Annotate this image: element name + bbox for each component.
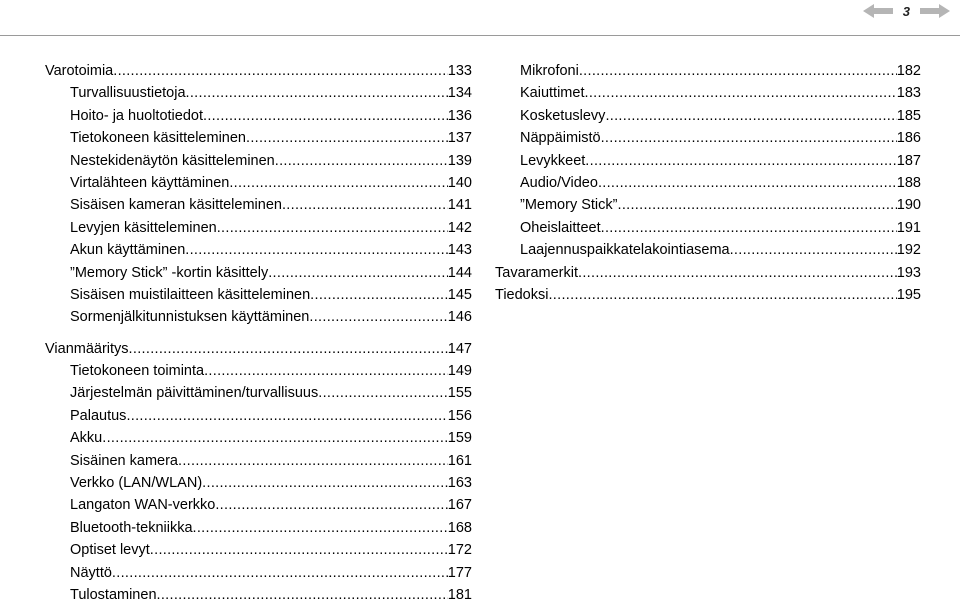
toc-entry-title: Akun käyttäminen (70, 242, 186, 259)
toc-right-column (495, 60, 921, 306)
toc-leader-dots (178, 450, 448, 472)
toc-entry-title: Tietokoneen toiminta (70, 363, 205, 380)
toc-entry-title: Kosketuslevy (520, 107, 606, 124)
toc-entry-title: Tiedoksi (495, 286, 549, 303)
toc-entry[interactable] (495, 172, 921, 194)
toc-entry-page: 185 (896, 107, 921, 124)
toc-leader-dots (275, 150, 448, 172)
toc-entry-page: 133 (447, 63, 472, 79)
toc-entry-page: 136 (447, 107, 472, 124)
next-page-arrow-icon[interactable] (918, 2, 952, 20)
toc-entry-page: 137 (447, 130, 472, 147)
toc-entry[interactable] (45, 584, 472, 606)
toc-entry-page: 163 (447, 475, 472, 492)
toc-entry[interactable] (45, 105, 472, 127)
toc-entry-page: 183 (896, 85, 921, 102)
toc-entry-title: Akku (70, 430, 103, 447)
toc-leader-dots (605, 105, 896, 127)
toc-entry-page: 140 (447, 174, 472, 191)
toc-entry-page: 195 (896, 286, 921, 303)
toc-entry-page: 146 (447, 309, 472, 326)
toc-entry-page: 177 (447, 564, 472, 581)
toc-entry[interactable] (45, 472, 472, 494)
toc-entry-title: Optiset levyt (70, 542, 150, 559)
toc-entry[interactable] (45, 427, 472, 449)
toc-leader-dots (203, 105, 448, 127)
toc-entry-title: Sisäinen kamera (70, 452, 178, 469)
page-navigation (861, 0, 952, 22)
toc-leader-dots (730, 239, 897, 261)
toc-leader-dots (246, 127, 448, 149)
toc-entry-page: 191 (896, 219, 921, 236)
toc-entry-title: ”Memory Stick” -kortin käsittely (70, 264, 269, 281)
toc-leader-dots (310, 284, 448, 306)
toc-entry[interactable] (45, 360, 472, 382)
toc-entry[interactable] (495, 284, 921, 306)
toc-entry[interactable] (45, 562, 472, 584)
toc-leader-dots (215, 494, 447, 516)
toc-entry-title: Hoito- ja huoltotiedot (70, 107, 203, 124)
toc-entry-title: Kaiuttimet (520, 85, 585, 102)
toc-entry[interactable] (45, 517, 472, 539)
toc-entry[interactable] (495, 127, 921, 149)
toc-entry-page: 161 (447, 452, 472, 469)
toc-leader-dots (585, 150, 897, 172)
toc-entry-title: Levyjen käsitteleminen (70, 219, 217, 236)
toc-leader-dots (204, 360, 448, 382)
toc-leader-dots (268, 262, 448, 284)
toc-leader-dots (318, 382, 448, 404)
toc-leader-dots (157, 584, 448, 606)
toc-entry-title: Tietokoneen käsitteleminen (70, 130, 246, 147)
toc-entry-title: Varotoimia (45, 63, 114, 79)
toc-entry-page: 139 (447, 152, 472, 169)
toc-entry-page: 159 (447, 430, 472, 447)
toc-entry-title: ”Memory Stick” (520, 197, 618, 214)
page-number: 3 (902, 3, 910, 19)
toc-entry-title: Näppäimistö (520, 130, 601, 147)
toc-entry-page: 149 (447, 363, 472, 380)
toc-entry[interactable] (495, 262, 921, 284)
toc-entry-page: 156 (447, 407, 472, 424)
toc-entry-page: 192 (896, 242, 921, 259)
toc-leader-dots (584, 82, 896, 104)
toc-entry-page: 193 (896, 264, 921, 281)
toc-leader-dots (185, 239, 448, 261)
toc-entry-page: 141 (447, 197, 472, 214)
toc-entry[interactable] (495, 105, 921, 127)
toc-entry-title: Sormenjälkitunnistuksen käyttäminen (70, 309, 310, 326)
toc-leader-dots (193, 517, 448, 539)
toc-leader-dots (282, 194, 448, 216)
toc-entry-title: Järjestelmän päivittäminen/turvallisuus (70, 385, 319, 402)
toc-entry[interactable] (45, 284, 472, 306)
toc-entry[interactable] (45, 172, 472, 194)
toc-entry[interactable] (45, 450, 472, 472)
toc-leader-dots (113, 60, 448, 82)
toc-entry[interactable] (495, 82, 921, 104)
toc-entry-page: 187 (896, 152, 921, 169)
previous-page-arrow-icon[interactable] (861, 2, 895, 20)
toc-entry-page: 145 (447, 286, 472, 303)
toc-entry-title: Virtalähteen käyttäminen (70, 174, 230, 191)
toc-entry-page: 167 (447, 497, 472, 514)
toc-entry[interactable] (45, 262, 472, 284)
toc-leader-dots (186, 82, 448, 104)
toc-leader-dots (217, 217, 448, 239)
toc-leader-dots (579, 60, 897, 82)
header-rule (0, 35, 960, 36)
toc-entry-title: Oheislaitteet (520, 219, 601, 236)
toc-entry-page: 186 (896, 130, 921, 147)
toc-leader-dots (309, 306, 447, 328)
toc-entry-page: 168 (447, 519, 472, 536)
toc-entry[interactable] (495, 150, 921, 172)
toc-entry[interactable] (45, 150, 472, 172)
toc-entry[interactable] (45, 306, 472, 328)
toc-entry-title: Turvallisuustietoja (70, 85, 186, 102)
toc-entry[interactable] (45, 60, 472, 82)
toc-entry-title: Sisäisen kameran käsitteleminen (70, 197, 282, 214)
toc-leader-dots (202, 472, 448, 494)
toc-entry-title: Verkko (LAN/WLAN) (70, 475, 203, 492)
toc-entry-title: Mikrofoni (520, 63, 579, 79)
toc-leader-dots (598, 172, 897, 194)
toc-entry-title: Langaton WAN-verkko (70, 497, 216, 514)
toc-entry-title: Levykkeet (520, 152, 586, 169)
toc-entry[interactable] (45, 539, 472, 561)
toc-entry[interactable] (495, 194, 921, 216)
toc-entry[interactable] (495, 217, 921, 239)
toc-leader-dots (578, 262, 897, 284)
toc-entry-title: Sisäisen muistilaitteen käsitteleminen (70, 286, 311, 303)
toc-leader-dots (102, 427, 448, 449)
toc-entry[interactable] (45, 405, 472, 427)
toc-entry-page: 190 (896, 197, 921, 214)
toc-entry-title: Tulostaminen (70, 586, 157, 603)
toc-leader-dots (126, 405, 447, 427)
toc-entry-title: Vianmääritys (45, 340, 129, 357)
toc-entry[interactable] (45, 82, 472, 104)
toc-entry-title: Audio/Video (520, 174, 598, 191)
toc-leader-dots (548, 284, 896, 306)
toc-leader-dots (617, 194, 896, 216)
toc-entry-page: 142 (447, 219, 472, 236)
toc-leader-dots (601, 127, 897, 149)
toc-entry[interactable] (45, 127, 472, 149)
toc-leader-dots (112, 562, 448, 584)
toc-entry[interactable] (45, 217, 472, 239)
toc-entry-title: Tavaramerkit (495, 264, 578, 281)
toc-entry-page: 181 (447, 586, 472, 603)
toc-entry-title: Nestekidenäytön käsitteleminen (70, 152, 275, 169)
toc-entry[interactable] (45, 338, 472, 360)
toc-entry-page: 143 (447, 242, 472, 259)
toc-entry-page: 147 (447, 340, 472, 357)
toc-entry-page: 182 (896, 63, 921, 79)
toc-entry[interactable] (45, 239, 472, 261)
toc-entry[interactable] (45, 494, 472, 516)
toc-entry-page: 134 (447, 85, 472, 102)
toc-entry[interactable] (495, 239, 921, 261)
toc-entry-title: Palautus (70, 407, 127, 424)
toc-leader-dots (150, 539, 448, 561)
toc-entry-page: 155 (447, 385, 472, 402)
toc-entry-page: 144 (447, 264, 472, 281)
toc-left-column (45, 60, 472, 606)
toc-leader-dots (229, 172, 447, 194)
toc-entry-title: Bluetooth-tekniikka (70, 519, 193, 536)
toc-entry-page: 188 (896, 174, 921, 191)
toc-entry[interactable] (495, 60, 921, 82)
toc-entry-page: 172 (447, 542, 472, 559)
toc-entry[interactable] (45, 382, 472, 404)
toc-entry[interactable] (45, 194, 472, 216)
toc-entry-title: Laajennuspaikkatelakointiasema (520, 242, 730, 259)
toc-entry-title: Näyttö (70, 564, 112, 581)
toc-leader-dots (129, 338, 448, 360)
toc-leader-dots (601, 217, 897, 239)
